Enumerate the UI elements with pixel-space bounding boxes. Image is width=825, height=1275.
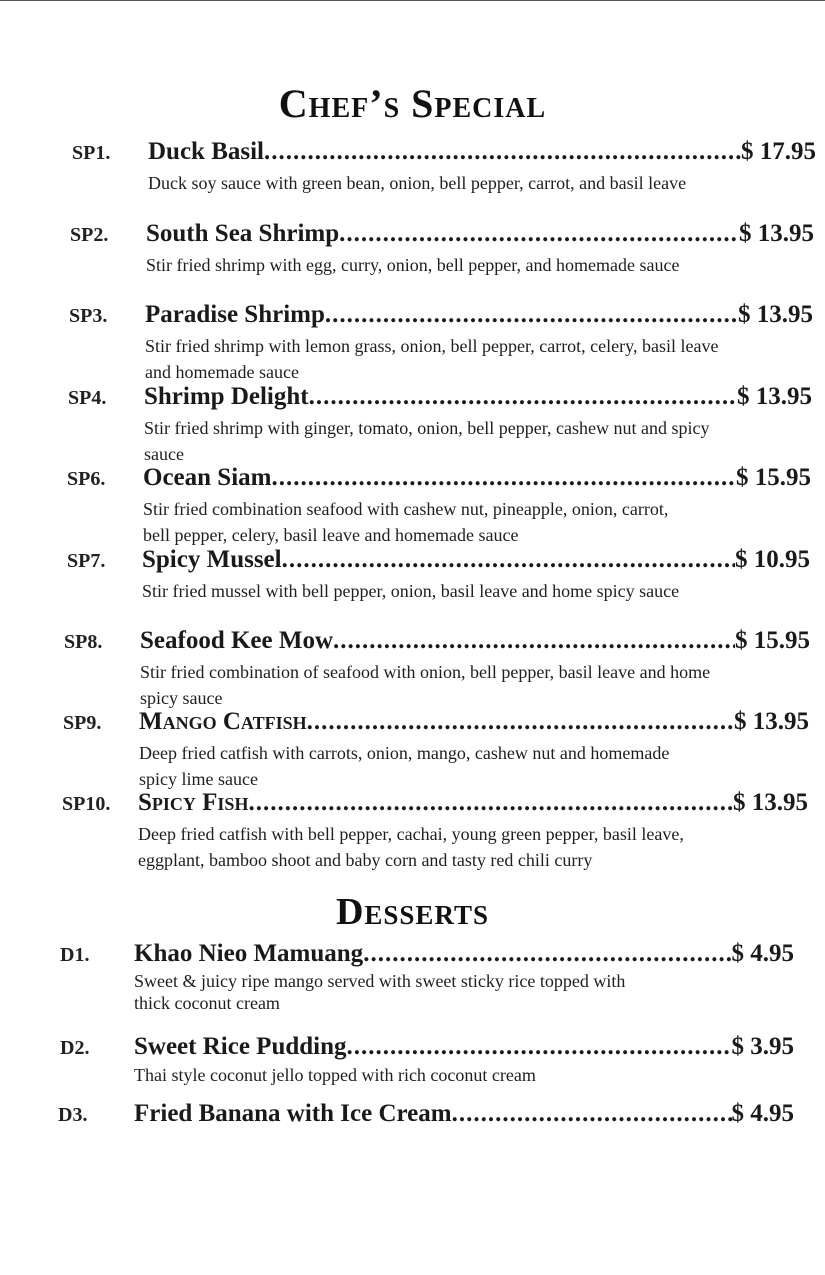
dot-leader: [264, 138, 741, 166]
item-name: South Sea Shrimp: [146, 220, 340, 247]
item-price: $ 15.95: [736, 464, 811, 491]
dot-leader: [282, 546, 735, 574]
item-name: Shrimp Delight: [144, 383, 309, 410]
item-code: SP8.: [64, 631, 103, 653]
item-code: SP2.: [70, 224, 109, 246]
item-line: [134, 1033, 794, 1061]
item-code: D2.: [60, 1037, 90, 1059]
item-code: D1.: [60, 944, 90, 966]
item-price: $ 15.95: [735, 627, 810, 654]
item-name: Duck Basil: [148, 138, 265, 165]
item-line: [145, 301, 813, 329]
dot-leader: [452, 1100, 732, 1128]
dot-leader: [248, 789, 733, 817]
item-description: Sweet & juicy ripe mango served with sweet sticky rice topped with thick coconut cream: [134, 971, 626, 1013]
item-price: $ 13.95: [734, 708, 809, 735]
item-description: Stir fried shrimp with egg, curry, onion, bell pepper, and homemade sauce: [146, 255, 680, 275]
item-code: SP3.: [69, 305, 108, 327]
item-price: $ 13.95: [739, 220, 814, 247]
item-line: [134, 940, 794, 968]
item-price: $ 4.95: [731, 1100, 794, 1127]
item-price: $ 13.95: [737, 383, 812, 410]
item-line: [143, 464, 811, 492]
item-code: SP10.: [62, 793, 111, 815]
item-description: Thai style coconut jello topped with rich coconut cream: [134, 1065, 536, 1085]
item-name: Seafood Kee Mow: [140, 627, 334, 654]
item-name: Sweet Rice Pudding: [134, 1033, 347, 1060]
item-name: Fried Banana with Ice Cream: [134, 1100, 452, 1127]
item-price: $ 13.95: [738, 301, 813, 328]
item-name: Spicy Fish: [138, 789, 249, 816]
chef-special-title: Chef’s Special: [278, 81, 547, 126]
item-name: Ocean Siam: [143, 464, 272, 491]
item-description: Duck soy sauce with green bean, onion, bell pepper, carrot, and basil leave: [148, 173, 687, 193]
item-line: [148, 138, 816, 166]
item-price: $ 10.95: [735, 546, 810, 573]
item-code: SP9.: [63, 712, 102, 734]
item-description: Stir fried combination of seafood with onion, bell pepper, basil leave and home spicy sauce: [140, 662, 711, 708]
item-line: [138, 789, 808, 817]
item-code: D3.: [58, 1104, 88, 1126]
item-name: Paradise Shrimp: [145, 301, 325, 328]
item-code: SP1.: [72, 142, 111, 164]
dot-leader: [363, 940, 731, 968]
dot-leader: [307, 708, 734, 736]
item-line: [139, 708, 809, 736]
item-line: [140, 627, 810, 655]
item-code: SP4.: [68, 387, 107, 409]
dot-leader: [271, 464, 736, 492]
item-description: Stir fried shrimp with lemon grass, onion, bell pepper, carrot, celery, basil leave and homemade sauce: [145, 336, 719, 382]
item-description: Deep fried catfish with carrots, onion, mango, cashew nut and homemade spicy lime sauce: [139, 743, 670, 789]
item-line: [144, 383, 812, 411]
dot-leader: [309, 383, 737, 411]
item-description: Stir fried combination seafood with cashew nut, pineapple, onion, carrot, bell pepper, celery, basil leave and homemade sauce: [143, 499, 669, 545]
item-description: Deep fried catfish with bell pepper, cachai, young green pepper, basil leave, eggplant, bamboo shoot and baby corn and tasty red chili curry: [138, 824, 684, 870]
item-code: SP7.: [67, 550, 106, 572]
desserts-title: Desserts: [335, 891, 490, 933]
item-price: $ 4.95: [731, 940, 794, 967]
item-line: [142, 546, 810, 574]
item-name: Khao Nieo Mamuang: [134, 940, 364, 967]
item-code: SP6.: [67, 468, 106, 490]
dot-leader: [339, 220, 739, 248]
item-description: Stir fried shrimp with ginger, tomato, onion, bell pepper, cashew nut and spicy sauce: [144, 418, 710, 464]
item-price: $ 13.95: [733, 789, 808, 816]
item-line: [146, 220, 814, 248]
item-price: $ 17.95: [741, 138, 816, 165]
item-name: Spicy Mussel: [142, 546, 282, 573]
item-name: Mango Catfish: [139, 708, 307, 735]
item-line: [134, 1100, 794, 1128]
dot-leader: [333, 627, 735, 655]
dot-leader: [347, 1033, 732, 1061]
dot-leader: [325, 301, 738, 329]
item-price: $ 3.95: [731, 1033, 794, 1060]
item-description: Stir fried mussel with bell pepper, onion, basil leave and home spicy sauce: [142, 581, 680, 601]
top-rule: [0, 0, 825, 1]
